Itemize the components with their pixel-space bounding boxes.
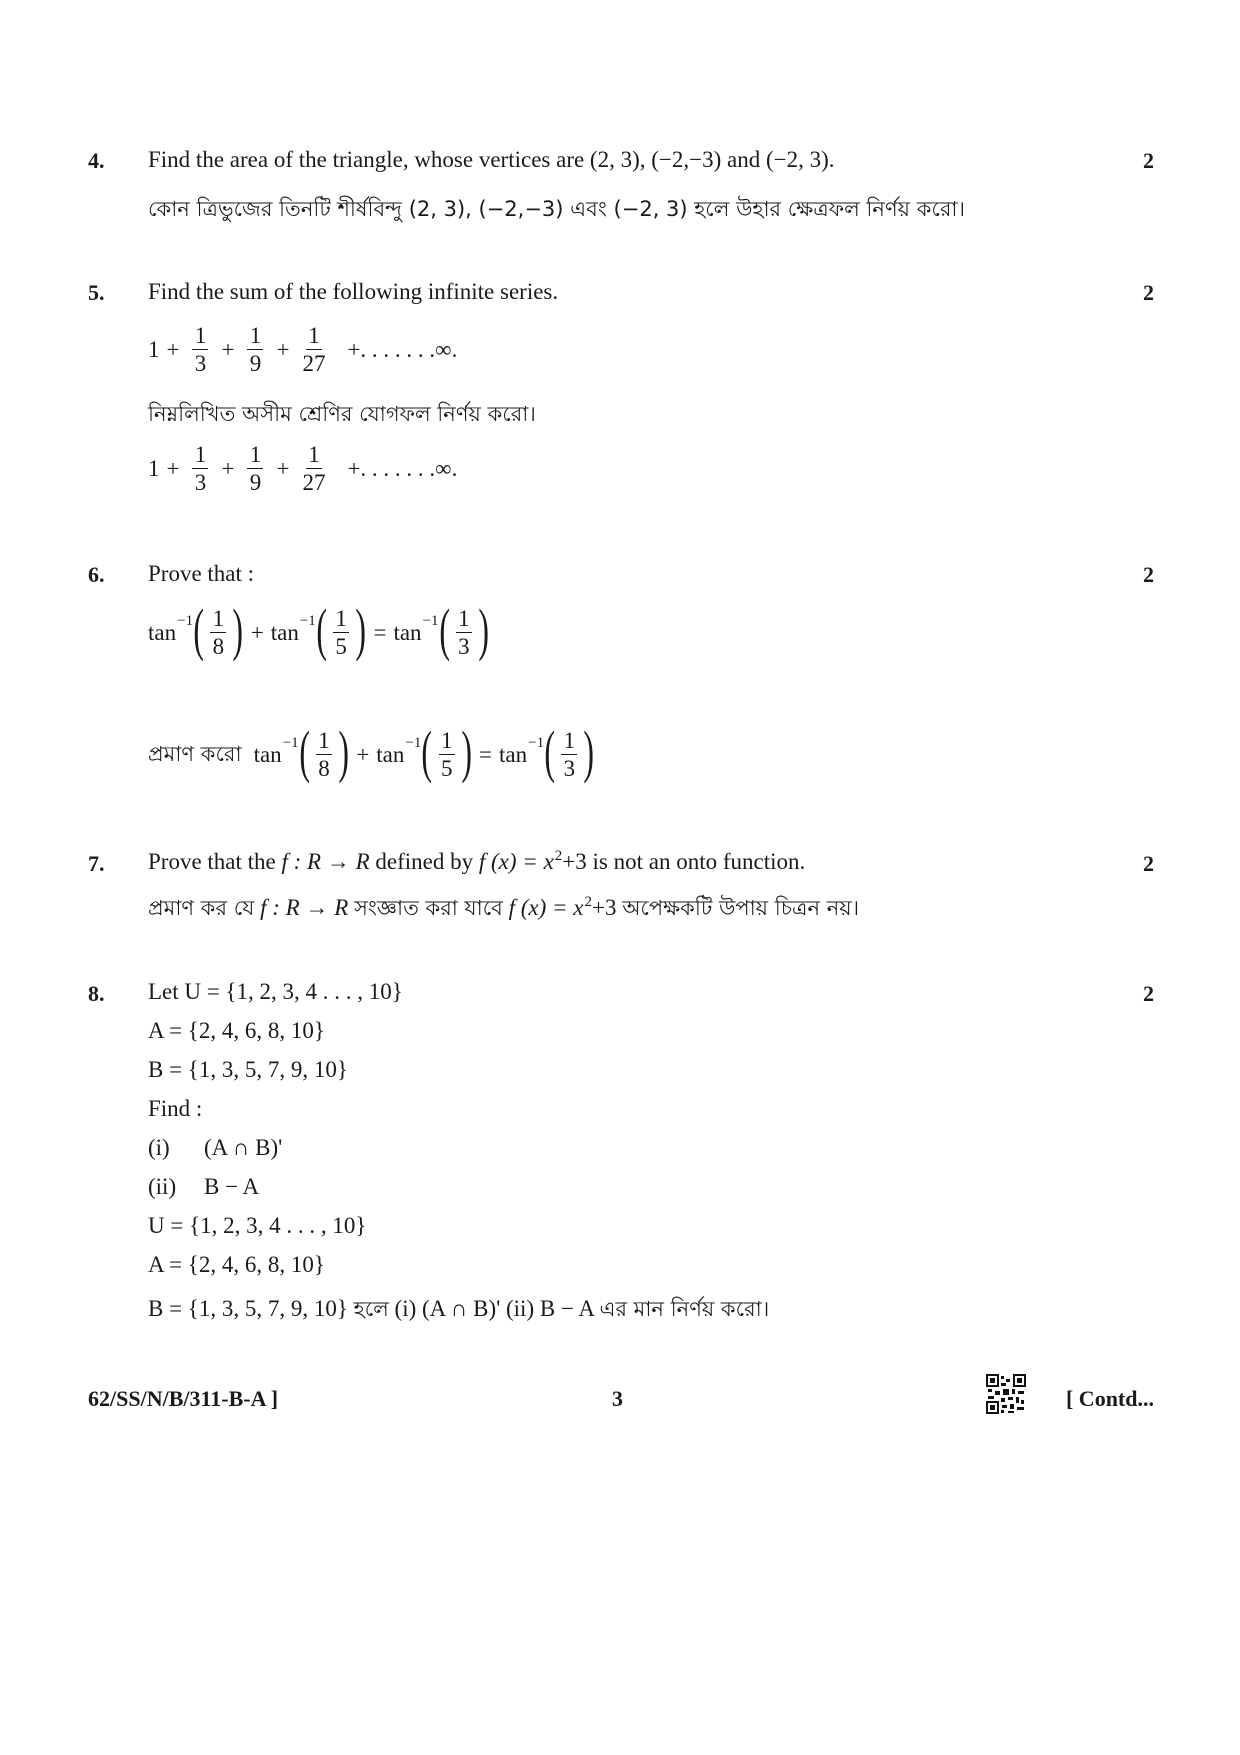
series-fraction: $\frac{1}{9}$ bbox=[247, 443, 263, 495]
function-map: f : R → R bbox=[281, 849, 370, 874]
question-4-text-bn: কোন ত্রিভুজের তিনটি শীর্ষবিন্দু (2, 3), (−2,−3) এবং (−2, 3) হলে উহার ক্ষেত্রফল নির্ণয় করো। bbox=[148, 197, 965, 221]
part-ii-expression: B − A bbox=[204, 1174, 260, 1199]
question-6-text-en: Prove that : bbox=[148, 561, 255, 586]
question-5-number: 5. bbox=[88, 280, 105, 305]
series-fraction: $\frac{1}{27}$ bbox=[302, 442, 326, 496]
series-fraction: $\frac{1}{9}$ bbox=[247, 324, 263, 376]
series-tail: +. . . . . . .∞. bbox=[347, 337, 458, 363]
question-5-text-en: Find the sum of the following infinite series. bbox=[148, 279, 559, 304]
identity-equation-bn: প্রমাণ করো tan −1 ( $\frac{1}{8}$ ) + tan −1 ( $\frac{1}{5}$ ) = tan −1 ( $\frac{1}{3}$ ) bbox=[148, 719, 595, 784]
question-8-text-bn: B = {1, 3, 5, 7, 9, 10} হলে (i) (A ∩ B)' (ii) B − A এর মান নির্ণয় করো। bbox=[148, 1296, 770, 1321]
function-definition: f (x) = x bbox=[478, 849, 554, 874]
series-expression-en: 1 + $\frac{1}{3}$ + $\frac{1}{9}$ + $\frac{1}{27}$ +. . . . . . .∞. bbox=[148, 323, 458, 377]
question-8-marks: 2 bbox=[1143, 981, 1154, 1006]
series-fraction: $\frac{1}{3}$ bbox=[192, 443, 208, 495]
set-line-bn: A = {2, 4, 6, 8, 10} bbox=[148, 1252, 325, 1277]
set-line: B = {1, 3, 5, 7, 9, 10} bbox=[148, 1057, 348, 1082]
question-7-text-en: Prove that the f : R → R defined by f $(x) = x^2+3$ is not an onto function. bbox=[148, 848, 806, 874]
identity-equation-en: tan −1 ( $\frac{1}{8}$ ) + tan −1 ( $\frac{1}{5}$ ) = tan −1 ( $\frac{1}{3}$ ) bbox=[148, 597, 489, 662]
part-i-expression: (A ∩ B)' bbox=[204, 1135, 283, 1160]
page-number: 3 bbox=[612, 1386, 623, 1411]
question-7-number: 7. bbox=[88, 851, 105, 876]
question-5-marks: 2 bbox=[1143, 280, 1154, 305]
series-first-term: 1 bbox=[148, 456, 160, 482]
find-label: Find : bbox=[148, 1096, 203, 1121]
set-line-bn: U = {1, 2, 3, 4 . . . , 10} bbox=[148, 1213, 367, 1238]
question-6-marks: 2 bbox=[1143, 562, 1154, 587]
part-i-label: (i) bbox=[148, 1135, 170, 1160]
series-fraction: $\frac{1}{3}$ bbox=[192, 324, 208, 376]
set-line: A = {2, 4, 6, 8, 10} bbox=[148, 1018, 325, 1043]
series-fraction: $\frac{1}{27}$ bbox=[302, 323, 326, 377]
question-4-text-en: Find the area of the triangle, whose vertices are (2, 3), (−2,−3) and (−2, 3). bbox=[148, 147, 835, 172]
question-7-text-bn: প্রমাণ কর যে f : R → R সংজ্ঞাত করা যাবে f $(x) = x^2+3$ অপেক্ষকটি উপায় চিত্রন নয়। bbox=[148, 894, 860, 920]
paper-code: 62/SS/N/B/311-B-A ] bbox=[88, 1386, 279, 1411]
set-line: Let U = {1, 2, 3, 4 . . . , 10} bbox=[148, 979, 403, 1004]
question-7-marks: 2 bbox=[1143, 851, 1154, 876]
series-first-term: 1 bbox=[148, 337, 160, 363]
question-5-text-bn: নিম্নলিখিত অসীম শ্রেণির যোগফল নির্ণয় করো। bbox=[148, 402, 536, 426]
continued-label: [ Contd... bbox=[1065, 1386, 1154, 1411]
question-4-marks: 2 bbox=[1143, 148, 1154, 173]
question-4-number: 4. bbox=[88, 148, 105, 173]
question-8-number: 8. bbox=[88, 981, 105, 1006]
qr-code-icon bbox=[986, 1374, 1026, 1414]
question-6-number: 6. bbox=[88, 562, 105, 587]
series-tail: +. . . . . . .∞. bbox=[347, 456, 458, 482]
part-ii-label: (ii) bbox=[148, 1174, 177, 1199]
series-expression-bn: 1 + $\frac{1}{3}$ + $\frac{1}{9}$ + $\frac{1}{27}$ +. . . . . . .∞. bbox=[148, 442, 458, 496]
question-6-text-bn: প্রমাণ করো bbox=[148, 741, 242, 766]
